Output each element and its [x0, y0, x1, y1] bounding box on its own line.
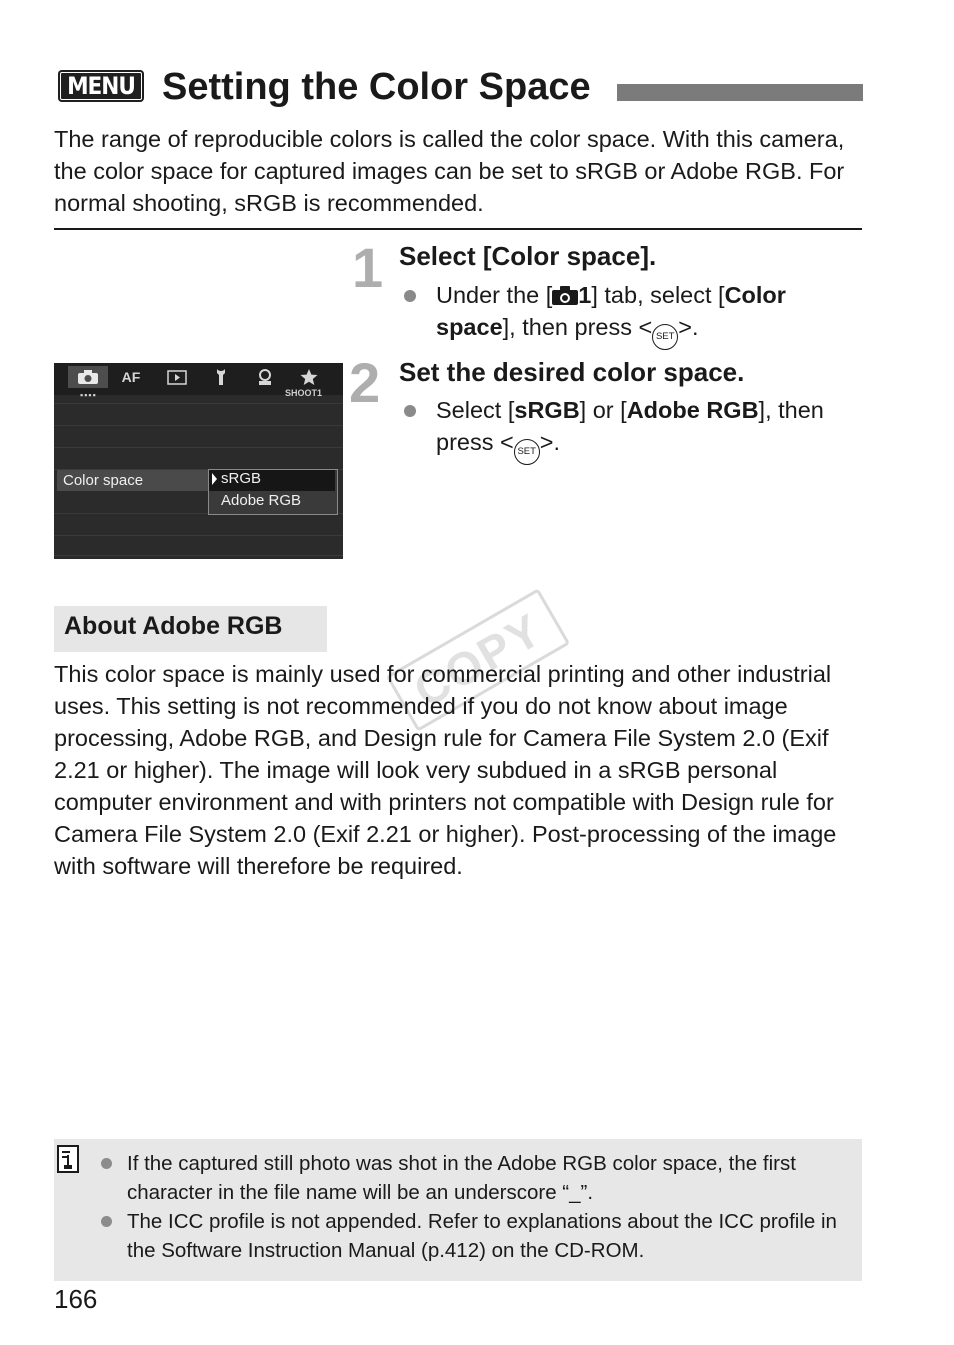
camera-menu-screenshot [54, 363, 343, 559]
section-divider [54, 228, 862, 230]
step-2-number: 2 [349, 351, 381, 414]
page-number: 166 [54, 1284, 98, 1314]
option-srgb[interactable]: sRGB [221, 470, 262, 487]
menu-icon: MENU [58, 70, 144, 102]
step-1-instruction: Under the [ 1] tab, select [Color space], then press < SET >. [436, 279, 856, 350]
memo-note-icon [57, 1145, 79, 1173]
intro-paragraph: The range of reproducible colors is called the color space. With this camera, the color space for captured images can be set to sRGB or Adobe RGB. For normal shooting, sRGB is recommended. [54, 126, 845, 216]
menu-row-divider [54, 425, 343, 426]
tab-page-label: SHOOT1 [285, 388, 323, 398]
about-heading: About Adobe RGB [64, 612, 283, 640]
af-tab: AF [121, 369, 141, 385]
step-2-instruction: Select [sRGB] or [Adobe RGB], then press < SET >. [436, 394, 866, 465]
step-1-number: 1 [352, 236, 384, 299]
my-menu-star-icon [294, 366, 324, 388]
page-title: Setting the Color Space [162, 66, 591, 108]
step-2-title: Set the desired color space. [399, 357, 745, 387]
wrench-tab-icon [206, 366, 236, 388]
menu-row-divider [54, 535, 343, 536]
bullet-icon [101, 1158, 112, 1169]
tab-page-indicator: ▪▪▪▪ [80, 390, 97, 400]
set-button-icon: SET [652, 324, 678, 350]
option-adobe-rgb[interactable]: Adobe RGB [221, 492, 302, 509]
step-1-title: Select [Color space]. [399, 241, 657, 271]
copy-watermark: COPY [386, 588, 570, 731]
camera-icon [552, 285, 578, 305]
note-item: The ICC profile is not appended. Refer to explanations about the ICC profile in the Software Instruction Manual (p.412) on the CD-ROM. [127, 1210, 837, 1262]
custom-functions-tab-icon [250, 366, 280, 388]
bullet-icon [101, 1216, 112, 1227]
note-item: If the captured still photo was shot in the Adobe RGB color space, the first character in the file name will be an underscore “_”. [127, 1152, 796, 1204]
menu-row-divider [54, 447, 343, 448]
menu-row-divider [54, 403, 343, 404]
bullet-icon [404, 290, 416, 302]
playback-tab-icon [162, 366, 192, 388]
about-paragraph: This color space is mainly used for commercial printing and other industrial uses. This setting is not recommended if you do not know about image processing, Adobe RGB, and Design rule for Camera File System 2.0 (Exif 2.21 or higher). The image will look very subdued in a sRGB personal computer environment and with printers not compatible with Design rule for Camera File System 2.0 (Exif 2.21 or higher). Post-processing of the image with software will therefore be required. [54, 661, 837, 879]
menu-row-divider [54, 555, 343, 556]
title-decoration-bar [617, 84, 863, 101]
color-space-menu-label: Color space [63, 472, 144, 489]
bullet-icon [404, 405, 416, 417]
set-button-icon: SET [514, 439, 540, 465]
shooting-tab-camera-icon [68, 366, 108, 388]
selection-caret-icon [212, 473, 217, 485]
